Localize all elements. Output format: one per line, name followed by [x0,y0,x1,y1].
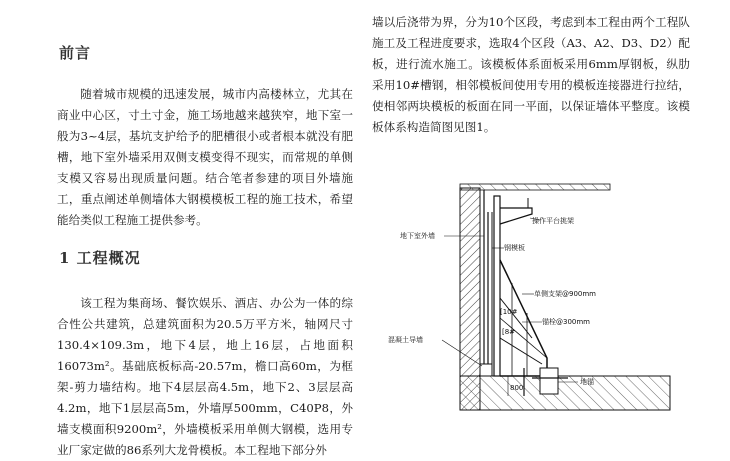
label-channel10: [10# [500,308,518,316]
section1-heading: 1 工程概况 [59,249,141,267]
label-basement-wall: 地下室外墙 [400,232,435,240]
label-platform: 操作平台挑架 [532,217,574,225]
label-anchor: 锚栓@300mm [542,318,590,326]
label-dim-800: 800 [510,384,524,392]
support-brace-2 [500,338,542,364]
right-paragraph: 墙以后浇带为界，分为10个区段，考虑到本工程由两个工程队施工及工程进度要求，选取4个区段（A3、A2、D3、D2）配板，进行流水施工。该模板体系面板采用6mm厚钢板，纵肋采用10#槽钢，相邻模板间使用专用的模板连接器进行拉结，使相邻两块模板的板面在同一平面，以保证墙体平整度。该模板体系构造简图见图1。 [372,15,690,134]
formwork-diagram-svg [372,168,672,425]
label-ground-anchor: 地锚 [580,378,594,386]
floor-slab [460,376,670,410]
right-column [372,12,690,138]
label-channel8: [8# [502,328,516,336]
preface-heading: 前言 [59,44,92,62]
top-edge-hatch [460,184,610,190]
formwork-diagram [372,168,672,425]
label-single-support: 单侧支架@900mm [534,290,596,298]
label-steel-plate: 钢模板 [504,244,525,252]
preface-paragraph: 随着城市规模的迅速发展，城市内高楼林立，尤其在商业中心区，寸土寸金，施工场地越来越狭窄，地下室一般为3~4层，基坑支护给予的肥槽很小或者根本就没有肥槽，地下室外墙采用双侧支模变得不现实，而常规的单侧支模又容易出现质量问题。结合笔者参建的项目外墙施工，重点阐述单侧墙体大钢模模板工程的施工技术，希望能给类似工程施工提供参考。 [57,87,353,227]
platform-bracket [500,208,532,224]
ground-anchor-block [540,368,558,394]
label-concrete-guide: 混凝土导墙 [388,336,423,344]
section1-paragraph: 该工程为集商场、餐饮娱乐、酒店、办公为一体的综合性公共建筑，总建筑面积为20.5万平方米，轴网尺寸130.4×109.3m，地下4层，地上16层，占地面积16073m²。基础底板标高-20.57m，檐口高60m，为框架-剪力墙结构。地下4层层高4.5m，地下2、3层层高4.2m，地下1层层高5m，外墙厚500mm，C40P8，外墙支模面积9200m²，外墙模板采用单侧大钢模，选用专业厂家定做的86系列大龙骨模板。本工程地下部分外 [57,296,353,457]
support-frame [500,260,547,376]
channel-beam [494,196,500,376]
